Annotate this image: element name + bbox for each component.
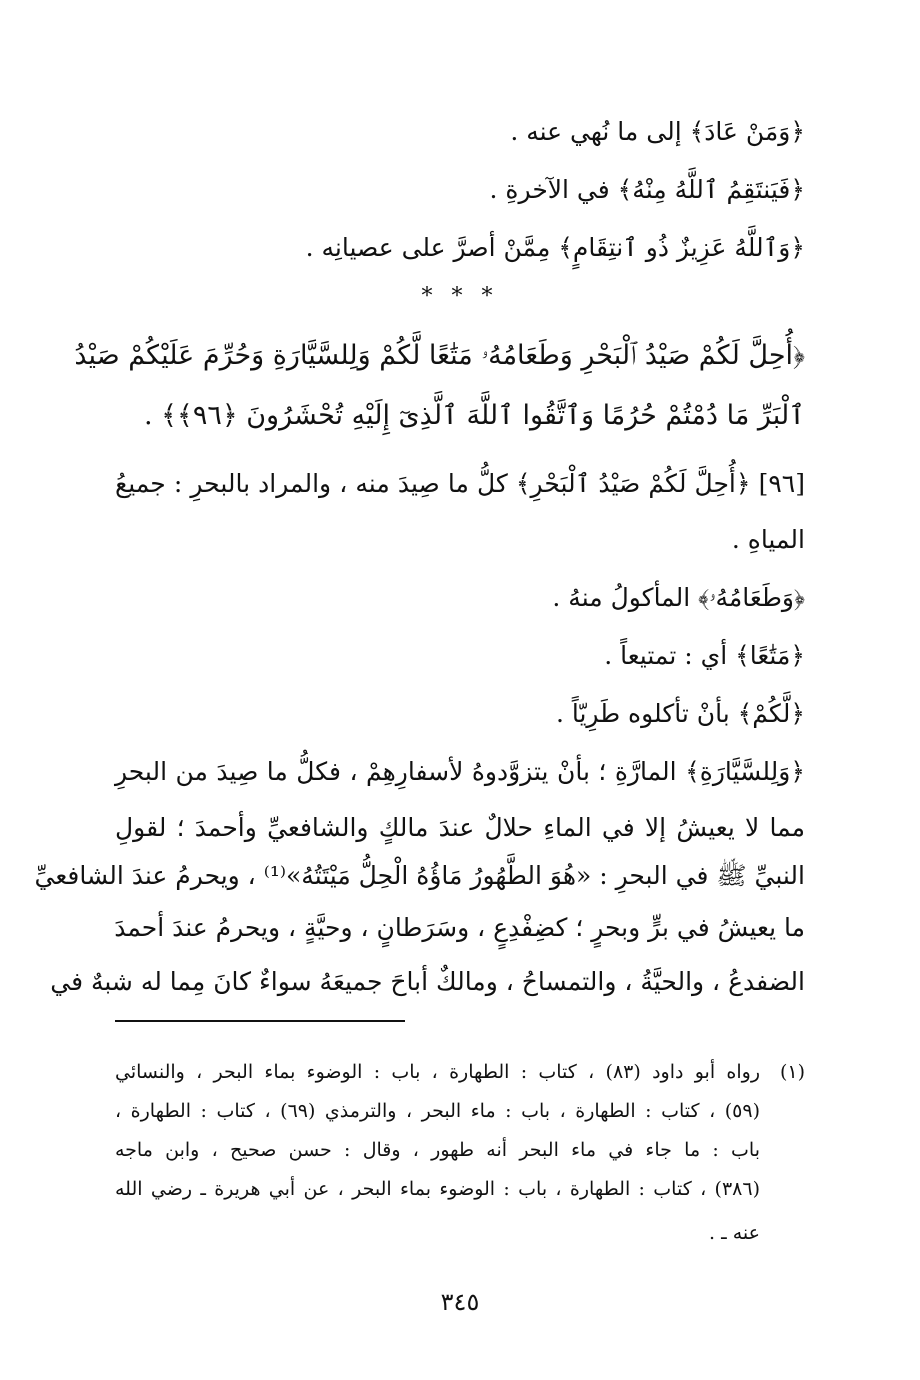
footnote-line: عنه ـ . (709, 1222, 760, 1244)
section-separator: * * * (421, 284, 499, 309)
footnote-divider (115, 1020, 405, 1022)
page-number: ٣٤٥ (440, 1288, 480, 1316)
text-line: مما لا يعيشُ إلا في الماءِ حلالٌ عندَ مالكٍ والشافعيِّ وأحمدَ ؛ لقولِ (115, 813, 805, 842)
footnote-line: (٥٩) ، كتاب : الطهارة ، باب : ماء البحر ، والترمذي (٦٩) ، كتاب : الطهارة ، (115, 1100, 760, 1122)
text-line: ﴿مَتَٰعًا﴾ أي : تمتيعاً . (604, 641, 805, 670)
text-line: ﴿لَّكُمْ﴾ بأنْ تأكلوه طَرِيّاً . (555, 699, 805, 728)
text-line: ﴿وَطَعَامُهُۥ﴾ المأكولُ منهُ . (552, 583, 805, 612)
quran-verse-line: ٱلْبَرِّ مَا دُمْتُمْ حُرُمًا وَٱتَّقُوا ٱللَّهَ ٱلَّذِىٓ إِلَيْهِ تُحْشَرُونَ ﴿٩٦﴾﴾ . (144, 400, 805, 431)
text-line: ما يعيشُ في برٍّ وبحرٍ ؛ كضِفْدِعٍ ، وسَرَطانٍ ، وحيَّةٍ ، ويحرمُ عندَ أحمدَ (114, 913, 805, 942)
quran-verse-line: ﴿أُحِلَّ لَكُمْ صَيْدُ ٱلْبَحْرِ وَطَعَامُهُۥ مَتَٰعًا لَّكُمْ وَلِلسَّيَّارَةِ وَحُرِّمَ عَلَيْكُمْ صَيْدُ (74, 340, 805, 371)
footnote-line: (٣٨٦) ، كتاب : الطهارة ، باب : الوضوء بماء البحر ، عن أبي هريرة ـ رضي الله (115, 1178, 760, 1200)
text-line: ﴿وَلِلسَّيَّارَةِ﴾ المارَّةِ ؛ بأنْ يتزوَّدوهُ لأسفارِهِمْ ، فكلُّ ما صِيدَ من البحرِ (115, 757, 805, 786)
text-line: ﴿فَيَنتَقِمُ ٱللَّهُ مِنْهُ﴾ في الآخرةِ . (489, 175, 805, 204)
text-line: الضفدعُ ، والحيَّةُ ، والتمساحُ ، ومالكٌ أباحَ جميعَهُ سواءٌ كانَ مِما له شبهٌ في (50, 967, 805, 996)
footnote-line: باب : ما جاء في ماء البحر أنه طهور ، وقال : حسن صحيح ، وابن ماجه (115, 1139, 760, 1161)
footnote-number: (١) (779, 1061, 805, 1083)
text-line: النبيِّ ﷺ في البحرِ : «هُوَ الطَّهُورُ مَاؤُهُ الْحِلُّ مَيْتَتُهُ»⁽¹⁾ ، ويحرمُ عندَ الشافعيِّ (34, 861, 805, 890)
text-line: [٩٦] ﴿أُحِلَّ لَكُمْ صَيْدُ ٱلْبَحْرِ﴾ كلُّ ما صِيدَ منه ، والمراد بالبحرِ : جميعُ (115, 469, 805, 498)
text-line: ﴿وَٱللَّهُ عَزِيزٌ ذُو ٱنتِقَامٍ﴾ مِمَّنْ أصرَّ على عصيانِه . (305, 233, 805, 262)
text-line: المياهِ . (731, 525, 805, 554)
footnote-line: رواه أبو داود (٨٣) ، كتاب : الطهارة ، باب : الوضوء بماء البحر ، والنسائي (115, 1061, 760, 1083)
text-line: ﴿وَمَنْ عَادَ﴾ إلى ما نُهي عنه . (510, 117, 805, 146)
